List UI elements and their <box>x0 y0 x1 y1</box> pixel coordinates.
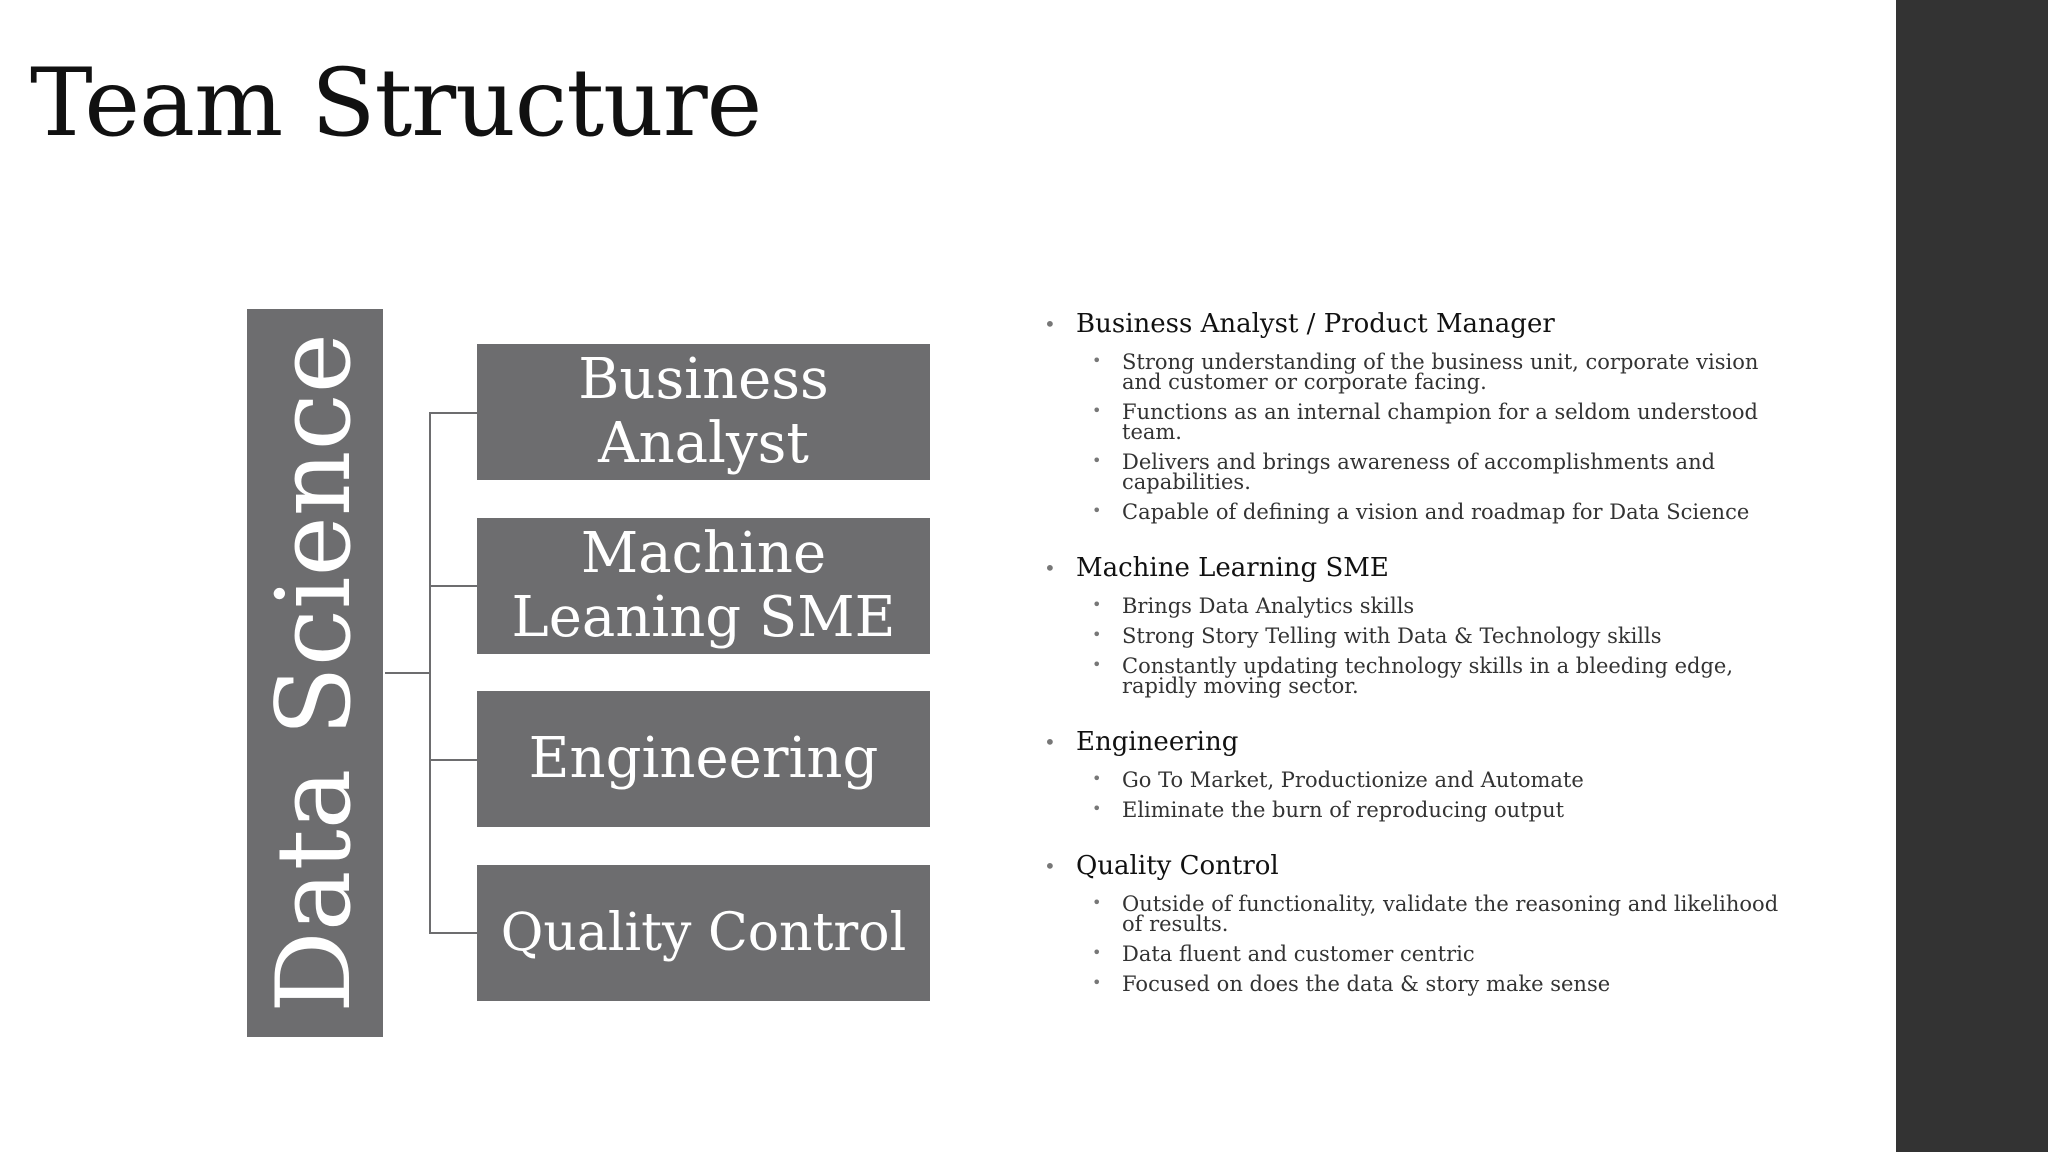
right-sidebar-band <box>1896 0 2048 1152</box>
connector-branch-4 <box>429 932 477 934</box>
role-node-label: Engineering <box>528 726 879 791</box>
role-node-quality-control <box>477 865 930 1001</box>
bullet-icon: • <box>1092 451 1102 470</box>
bullet-icon: • <box>1092 973 1102 992</box>
role-node-label: Business Analyst <box>578 347 829 476</box>
connector-branch-3 <box>429 759 477 761</box>
list-item: • Capable of defining a vision and roadmap for Data Science <box>1092 500 1750 524</box>
details-section-business-analyst <box>1040 306 1800 522</box>
role-node-label: Quality Control <box>500 903 907 963</box>
bullet-icon: • <box>1092 501 1102 520</box>
connector-root-stem <box>385 672 430 674</box>
sub-bullet-list <box>1040 770 1800 820</box>
bullet-icon: • <box>1092 943 1102 962</box>
role-details-list <box>1040 306 1800 1022</box>
bullet-icon: • <box>1092 401 1102 420</box>
bullet-icon: • <box>1092 655 1102 674</box>
connector-branch-1 <box>429 412 477 414</box>
bullet-icon: • <box>1044 312 1056 336</box>
list-item: • Outside of functionality, validate the reasoning and likelihood of results. <box>1092 892 1779 936</box>
role-node-machine-learning-sme <box>477 518 930 654</box>
sub-bullet-list <box>1040 894 1800 994</box>
bullet-icon: • <box>1092 893 1102 912</box>
list-item: • Constantly updating technology skills in a bleeding edge, rapidly moving sector. <box>1092 654 1734 698</box>
details-section-engineering <box>1040 724 1800 820</box>
connector-branch-2 <box>429 585 477 587</box>
slide-title: Team Structure <box>30 49 762 158</box>
role-node-engineering <box>477 691 930 827</box>
list-item: • Delivers and brings awareness of accomplishments and capabilities. <box>1092 450 1716 494</box>
bullet-icon: • <box>1044 556 1056 580</box>
bullet-icon: • <box>1044 854 1056 878</box>
root-node-data-science <box>247 309 383 1037</box>
bullet-icon: • <box>1092 799 1102 818</box>
list-item: • Brings Data Analytics skills <box>1092 594 1415 618</box>
role-node-business-analyst <box>477 344 930 480</box>
list-item: • Focused on does the data & story make sense <box>1092 972 1611 996</box>
sub-bullet-list <box>1040 596 1800 696</box>
list-item: • Strong Story Telling with Data & Technology skills <box>1092 624 1662 648</box>
section-heading: • Engineering <box>1040 724 1800 760</box>
list-item: • Strong understanding of the business unit, corporate vision and customer or corporate facing. <box>1092 350 1759 394</box>
section-heading: • Machine Learning SME <box>1040 550 1800 586</box>
bullet-icon: • <box>1092 625 1102 644</box>
root-node-label: Data Science <box>255 333 374 1013</box>
list-item: • Go To Market, Productionize and Automate <box>1092 768 1584 792</box>
role-node-label: Machine Leaning SME <box>511 521 896 650</box>
list-item: • Functions as an internal champion for a seldom understood team. <box>1092 400 1758 444</box>
bullet-icon: • <box>1092 351 1102 370</box>
section-heading: • Quality Control <box>1040 848 1800 884</box>
sub-bullet-list <box>1040 352 1800 522</box>
list-item: • Eliminate the burn of reproducing output <box>1092 798 1565 822</box>
details-section-quality-control <box>1040 848 1800 994</box>
bullet-icon: • <box>1092 769 1102 788</box>
list-item: • Data fluent and customer centric <box>1092 942 1475 966</box>
section-heading: • Business Analyst / Product Manager <box>1040 306 1800 342</box>
bullet-icon: • <box>1044 730 1056 754</box>
connector-trunk <box>429 412 431 934</box>
details-section-machine-learning-sme <box>1040 550 1800 696</box>
bullet-icon: • <box>1092 595 1102 614</box>
